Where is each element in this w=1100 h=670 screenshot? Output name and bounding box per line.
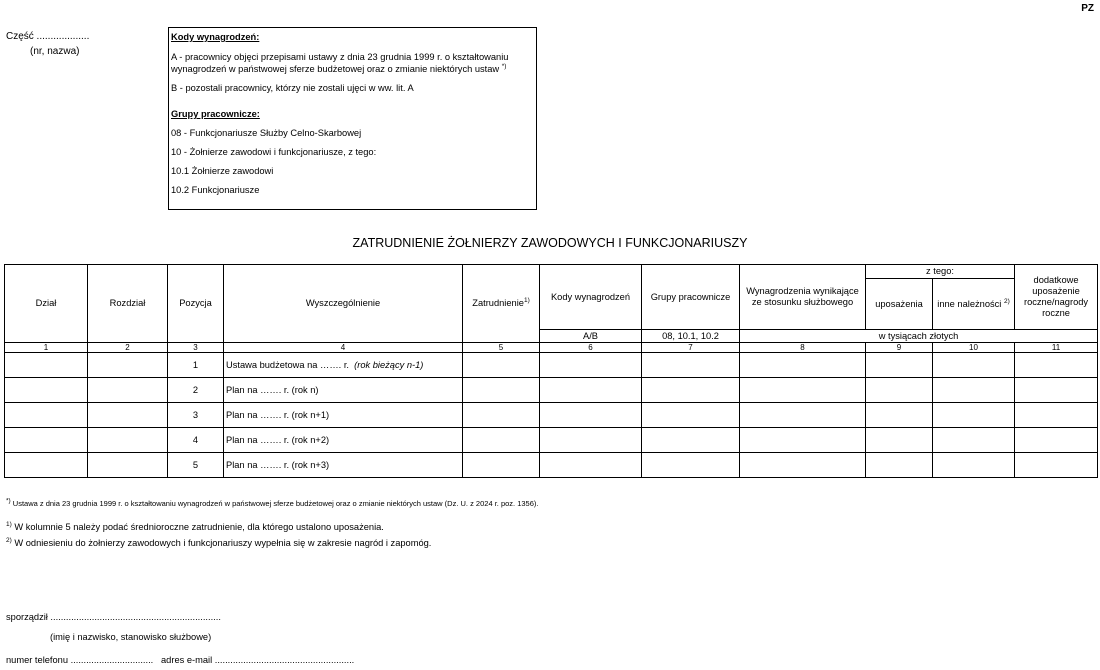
prepared-by-hint: (imię i nazwisko, stanowisko służbowe) bbox=[50, 632, 212, 642]
table-row bbox=[5, 428, 1098, 453]
cell-kody[interactable] bbox=[540, 403, 642, 428]
col-number: 8 bbox=[740, 343, 866, 353]
header-uposazenia: uposażenia bbox=[866, 279, 933, 330]
cell-uposazenia[interactable] bbox=[866, 378, 933, 403]
cell-uposazenia[interactable] bbox=[866, 453, 933, 478]
employee-group-10-2: 10.2 Funkcjonariusze bbox=[171, 185, 260, 195]
col-number: 5 bbox=[463, 343, 540, 353]
cell-kody[interactable] bbox=[540, 353, 642, 378]
employee-group-08: 08 - Funkcjonariusze Służby Celno-Skarbowej bbox=[171, 128, 362, 138]
cell-dodatkowe[interactable] bbox=[1015, 353, 1098, 378]
row-year-note: (rok bieżący n-1) bbox=[354, 359, 424, 370]
cell-dodatkowe[interactable] bbox=[1015, 453, 1098, 478]
cell-dodatkowe[interactable] bbox=[1015, 428, 1098, 453]
header-wyszczegolnienie: Wyszczególnienie bbox=[224, 265, 463, 343]
col-number: 6 bbox=[540, 343, 642, 353]
cell-zatrudnienie[interactable] bbox=[463, 378, 540, 403]
col-number: 11 bbox=[1015, 343, 1098, 353]
header-zatrudnienie-label: Zatrudnienie bbox=[472, 298, 524, 308]
footnote-1 bbox=[6, 522, 384, 532]
footnote-1-mark: 1) bbox=[6, 520, 12, 528]
cell-inne[interactable] bbox=[933, 428, 1015, 453]
cell-wyszczegolnienie bbox=[224, 353, 463, 378]
table-row bbox=[5, 453, 1098, 478]
cell-dzial[interactable] bbox=[5, 378, 88, 403]
cell-kody[interactable] bbox=[540, 378, 642, 403]
cell-rozdzial[interactable] bbox=[88, 378, 168, 403]
cell-zatrudnienie[interactable] bbox=[463, 428, 540, 453]
header-pozycja: Pozycja bbox=[168, 265, 224, 343]
contact-line bbox=[6, 655, 354, 665]
page-title: ZATRUDNIENIE ŻOŁNIERZY ZAWODOWYCH I FUNKCJONARIUSZY bbox=[352, 236, 748, 250]
phone-field[interactable]: numer telefonu ................................ bbox=[6, 655, 154, 665]
employment-table bbox=[4, 264, 1098, 478]
prepared-by-field[interactable]: sporządził .................................................................. bbox=[6, 612, 221, 622]
salary-code-a bbox=[171, 51, 534, 75]
cell-inne[interactable] bbox=[933, 353, 1015, 378]
header-dzial: Dział bbox=[5, 265, 88, 343]
footnote-2 bbox=[6, 538, 431, 548]
table-row bbox=[5, 378, 1098, 403]
header-kody: Kody wynagrodzeń bbox=[540, 265, 642, 330]
cell-pozycja: 4 bbox=[168, 428, 224, 453]
grupy-values: 08, 10.1, 10.2 bbox=[642, 330, 740, 343]
col-number: 10 bbox=[933, 343, 1015, 353]
cell-wyszczegolnienie: Plan na ……. r. (rok n) bbox=[224, 378, 463, 403]
cell-wynagrodzenia[interactable] bbox=[740, 453, 866, 478]
cell-zatrudnienie[interactable] bbox=[463, 453, 540, 478]
col-number: 2 bbox=[88, 343, 168, 353]
col-number: 7 bbox=[642, 343, 740, 353]
cell-rozdzial[interactable] bbox=[88, 353, 168, 378]
header-zatrudnienie bbox=[463, 265, 540, 343]
form-code: PZ bbox=[1081, 3, 1094, 14]
cell-wyszczegolnienie: Plan na ……. r. (rok n+1) bbox=[224, 403, 463, 428]
part-field[interactable]: Część ................... bbox=[6, 31, 90, 42]
cell-rozdzial[interactable] bbox=[88, 428, 168, 453]
cell-rozdzial[interactable] bbox=[88, 453, 168, 478]
cell-pozycja: 3 bbox=[168, 403, 224, 428]
cell-dzial[interactable] bbox=[5, 353, 88, 378]
header-rozdzial: Rozdział bbox=[88, 265, 168, 343]
part-field-hint: (nr, nazwa) bbox=[30, 46, 80, 57]
footnote-2-mark: 2) bbox=[6, 536, 12, 544]
cell-grupy[interactable] bbox=[642, 403, 740, 428]
cell-uposazenia[interactable] bbox=[866, 403, 933, 428]
cell-kody[interactable] bbox=[540, 428, 642, 453]
employee-group-10: 10 - Żołnierze zawodowi i funkcjonariusze, z tego: bbox=[171, 147, 377, 157]
col-number: 3 bbox=[168, 343, 224, 353]
email-field[interactable]: adres e-mail ...................................................... bbox=[161, 655, 355, 665]
cell-dodatkowe[interactable] bbox=[1015, 378, 1098, 403]
col-number: 4 bbox=[224, 343, 463, 353]
footnote-star-mark: *) bbox=[6, 497, 11, 505]
header-wynagrodzenia: Wynagrodzenia wynikające ze stosunku służbowego bbox=[740, 265, 866, 330]
salary-code-a-line1: A - pracownicy objęci przepisami ustawy z dnia 23 grudnia 1999 r. o kształtowaniu bbox=[171, 52, 509, 62]
cell-rozdzial[interactable] bbox=[88, 403, 168, 428]
cell-zatrudnienie[interactable] bbox=[463, 353, 540, 378]
col-number: 1 bbox=[5, 343, 88, 353]
kody-values: A/B bbox=[540, 330, 642, 343]
cell-inne[interactable] bbox=[933, 453, 1015, 478]
header-inne bbox=[933, 279, 1015, 330]
salary-codes-header: Kody wynagrodzeń: bbox=[171, 32, 260, 42]
footnote-ref-1: 1) bbox=[523, 296, 530, 304]
header-grupy: Grupy pracownicze bbox=[642, 265, 740, 330]
codes-legend-box bbox=[168, 27, 537, 210]
footnote-ref-2: 2) bbox=[1003, 297, 1010, 305]
cell-pozycja: 2 bbox=[168, 378, 224, 403]
cell-wynagrodzenia[interactable] bbox=[740, 378, 866, 403]
employee-groups-header: Grupy pracownicze: bbox=[171, 109, 260, 119]
cell-dzial[interactable] bbox=[5, 428, 88, 453]
cell-uposazenia[interactable] bbox=[866, 428, 933, 453]
unit-label: w tysiącach złotych bbox=[740, 330, 1098, 343]
cell-inne[interactable] bbox=[933, 378, 1015, 403]
cell-wynagrodzenia[interactable] bbox=[740, 403, 866, 428]
footnote-star-text: Ustawa z dnia 23 grudnia 1999 r. o kształtowaniu wynagrodzeń w państwowej sferze budżetowej oraz o zmianie niektórych ustaw (Dz. U. z 2024 r. poz. 1356). bbox=[10, 499, 539, 508]
table-row bbox=[5, 353, 1098, 378]
salary-code-a-line2: wynagrodzeń w państwowej sferze budżetowej oraz o zmianie niektórych ustaw bbox=[171, 64, 500, 74]
cell-grupy[interactable] bbox=[642, 378, 740, 403]
header-z-tego: z tego: bbox=[866, 265, 1015, 279]
cell-dzial[interactable] bbox=[5, 453, 88, 478]
header-dodatkowe: dodatkowe uposażenie roczne/nagrody roczne bbox=[1015, 265, 1098, 330]
cell-wyszczegolnienie: Plan na ……. r. (rok n+3) bbox=[224, 453, 463, 478]
cell-pozycja: 5 bbox=[168, 453, 224, 478]
cell-uposazenia[interactable] bbox=[866, 353, 933, 378]
table-row bbox=[5, 403, 1098, 428]
cell-grupy[interactable] bbox=[642, 353, 740, 378]
header-inne-label: inne należności bbox=[937, 298, 1002, 309]
cell-kody[interactable] bbox=[540, 453, 642, 478]
cell-grupy[interactable] bbox=[642, 428, 740, 453]
cell-dodatkowe[interactable] bbox=[1015, 403, 1098, 428]
cell-wynagrodzenia[interactable] bbox=[740, 353, 866, 378]
footnote-star bbox=[6, 499, 538, 508]
footnote-1-text: W kolumnie 5 należy podać średnioroczne zatrudnienie, dla którego ustalono uposażenia. bbox=[11, 522, 384, 532]
salary-code-b: B - pozostali pracownicy, którzy nie zostali ujęci w ww. lit. A bbox=[171, 83, 414, 93]
cell-wyszczegolnienie: Plan na ……. r. (rok n+2) bbox=[224, 428, 463, 453]
cell-zatrudnienie[interactable] bbox=[463, 403, 540, 428]
cell-wynagrodzenia[interactable] bbox=[740, 428, 866, 453]
row-desc: Ustawa budżetowa na ……. r. bbox=[226, 359, 349, 370]
cell-dzial[interactable] bbox=[5, 403, 88, 428]
employee-group-10-1: 10.1 Żołnierze zawodowi bbox=[171, 166, 274, 176]
cell-inne[interactable] bbox=[933, 403, 1015, 428]
cell-pozycja: 1 bbox=[168, 353, 224, 378]
cell-grupy[interactable] bbox=[642, 453, 740, 478]
col-number: 9 bbox=[866, 343, 933, 353]
footnote-2-text: W odniesieniu do żołnierzy zawodowych i funkcjonariuszy wypełnia się w zakresie nagród i zapomóg. bbox=[11, 538, 432, 548]
salary-code-a-mark: *) bbox=[501, 62, 507, 70]
